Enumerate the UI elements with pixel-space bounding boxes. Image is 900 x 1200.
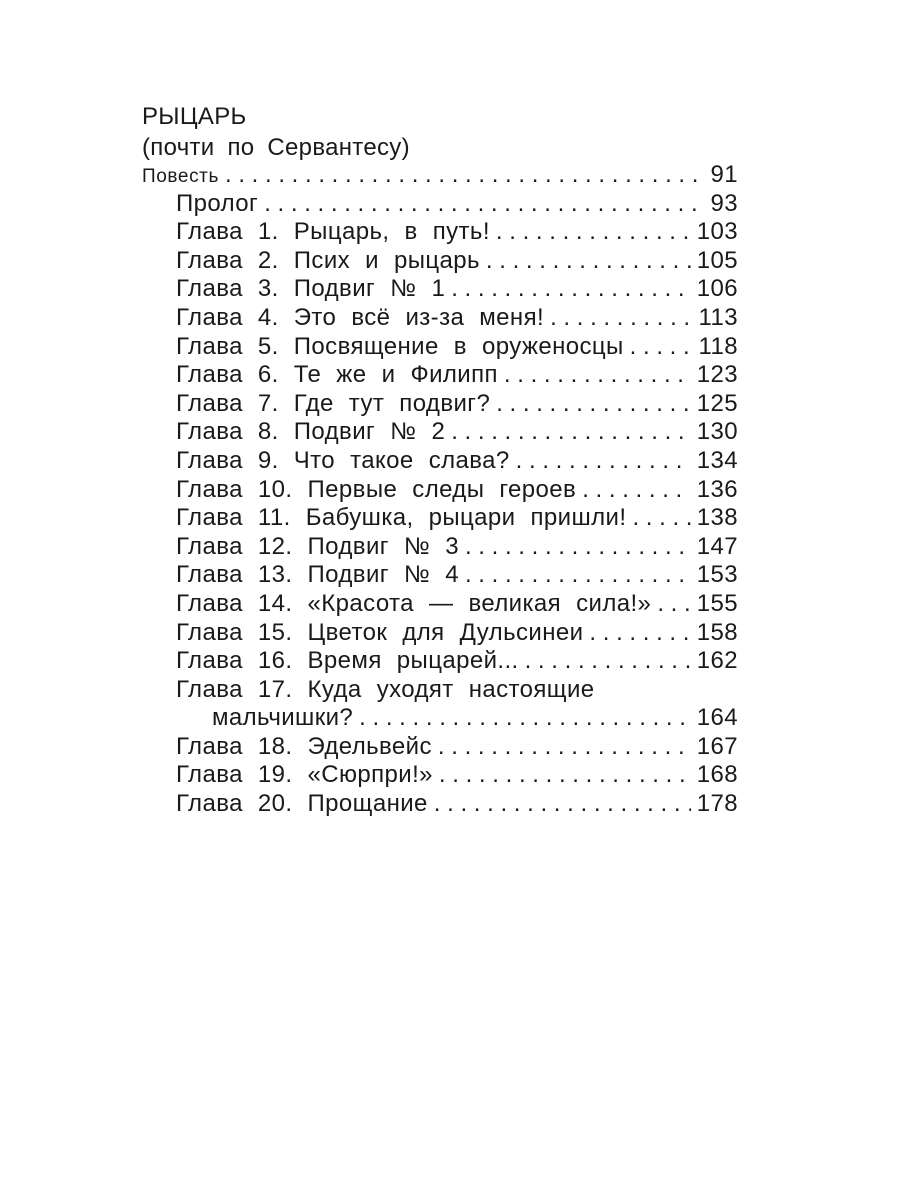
- dot-leader: [434, 790, 691, 819]
- dot-leader: [525, 647, 691, 676]
- toc-page-number: 93: [710, 189, 738, 217]
- toc-label: Глава 8. Подвиг № 2: [176, 418, 446, 446]
- toc-label: Глава 10. Первые следы героев: [176, 475, 577, 503]
- dot-leader: [225, 161, 705, 190]
- toc-label: мальчишки?: [212, 704, 354, 732]
- dot-leader: [451, 418, 691, 447]
- dot-leader: [550, 304, 692, 333]
- toc-page-number: 103: [696, 218, 738, 246]
- toc-label: Пролог: [176, 189, 259, 217]
- dot-leader: [359, 704, 691, 733]
- toc-label: Глава 14. «Красота — великая сила!»: [176, 589, 652, 617]
- dot-leader: [264, 190, 704, 219]
- toc-page-number: 130: [696, 418, 738, 446]
- toc-label: Глава 20. Прощание: [176, 790, 428, 818]
- toc-row: [142, 504, 738, 533]
- toc-row: [142, 247, 738, 276]
- toc-page-number: 105: [696, 246, 738, 274]
- toc-label: Глава 16. Время рыцарей...: [176, 647, 519, 675]
- toc-row: [142, 304, 738, 333]
- toc-row: [142, 647, 738, 676]
- toc-label: Глава 6. Те же и Филипп: [176, 361, 498, 389]
- toc-page-number: 106: [696, 275, 738, 303]
- dot-leader: [486, 247, 691, 276]
- toc-label: Повесть: [142, 166, 219, 187]
- toc-page-number: 113: [698, 303, 738, 331]
- dot-leader: [589, 619, 690, 648]
- dot-leader: [496, 390, 691, 419]
- toc-page-number: 162: [696, 647, 738, 675]
- toc-page-number: 91: [710, 161, 738, 188]
- toc-label: Глава 12. Подвиг № 3: [176, 532, 459, 560]
- table-of-contents: [142, 101, 738, 819]
- toc-page-number: 164: [696, 704, 738, 732]
- toc-label: Глава 19. «Сюрпри!»: [176, 761, 433, 789]
- toc-row: [142, 733, 738, 762]
- dot-leader: [496, 218, 691, 247]
- toc-page-number: 168: [696, 761, 738, 789]
- toc-label: Глава 11. Бабушка, рыцари пришли!: [176, 504, 627, 532]
- dot-leader: [504, 361, 691, 390]
- dot-leader: [516, 447, 691, 476]
- toc-row-17-line2: [142, 704, 738, 733]
- dot-leader: [630, 333, 693, 362]
- toc-label: Глава 1. Рыцарь, в путь!: [176, 218, 490, 246]
- toc-row: [142, 190, 738, 219]
- toc-row: [142, 275, 738, 304]
- toc-label: Глава 3. Подвиг № 1: [176, 275, 446, 303]
- toc-row: [142, 476, 738, 505]
- toc-row: [142, 418, 738, 447]
- toc-row: [142, 447, 738, 476]
- toc-row: [142, 790, 738, 819]
- toc-label: Глава 5. Посвящение в оруженосцы: [176, 332, 624, 360]
- dot-leader: [465, 561, 691, 590]
- toc-page-number: 123: [696, 361, 738, 389]
- toc-row: [142, 361, 738, 390]
- toc-page-number: 178: [696, 790, 738, 818]
- toc-page-number: 153: [696, 561, 738, 589]
- toc-page-number: 158: [696, 618, 738, 646]
- dot-leader: [438, 733, 691, 762]
- toc-label: Глава 18. Эдельвейс: [176, 732, 432, 760]
- toc-label: Глава 13. Подвиг № 4: [176, 561, 459, 589]
- toc-page-number: 134: [696, 446, 738, 474]
- toc-label: Глава 2. Псих и рыцарь: [176, 246, 480, 274]
- section-subtitle: (почти по Сервантесу): [142, 134, 410, 161]
- dot-leader: [451, 275, 691, 304]
- toc-page-number: 136: [696, 475, 738, 503]
- toc-row-genre: [142, 161, 738, 190]
- toc-row: [142, 333, 738, 362]
- toc-row: [142, 533, 738, 562]
- toc-page-number: 147: [696, 532, 738, 560]
- dot-leader: [582, 476, 691, 505]
- toc-label: Глава 9. Что такое слава?: [176, 446, 510, 474]
- toc-page-number: 155: [696, 589, 738, 617]
- toc-label: Глава 15. Цветок для Дульсинеи: [176, 618, 584, 646]
- toc-label: Глава 4. Это всё из-за меня!: [176, 303, 545, 331]
- section-title: РЫЦАРЬ: [142, 103, 247, 130]
- toc-label: Глава 7. Где тут подвиг?: [176, 389, 491, 417]
- toc-row: [142, 590, 738, 619]
- toc-row: [142, 390, 738, 419]
- toc-row: [142, 218, 738, 247]
- dot-leader: [657, 590, 690, 619]
- dot-leader: [632, 504, 690, 533]
- dot-leader: [465, 533, 691, 562]
- toc-page-number: 118: [698, 332, 738, 360]
- toc-row: [142, 561, 738, 590]
- toc-page-number: 138: [696, 504, 738, 532]
- toc-page-number: 125: [696, 389, 738, 417]
- toc-row-17-line1: Глава 17. Куда уходят настоящие: [176, 675, 595, 703]
- toc-row: [142, 619, 738, 648]
- toc-page-number: 167: [696, 732, 738, 760]
- dot-leader: [439, 761, 691, 790]
- toc-row: [142, 761, 738, 790]
